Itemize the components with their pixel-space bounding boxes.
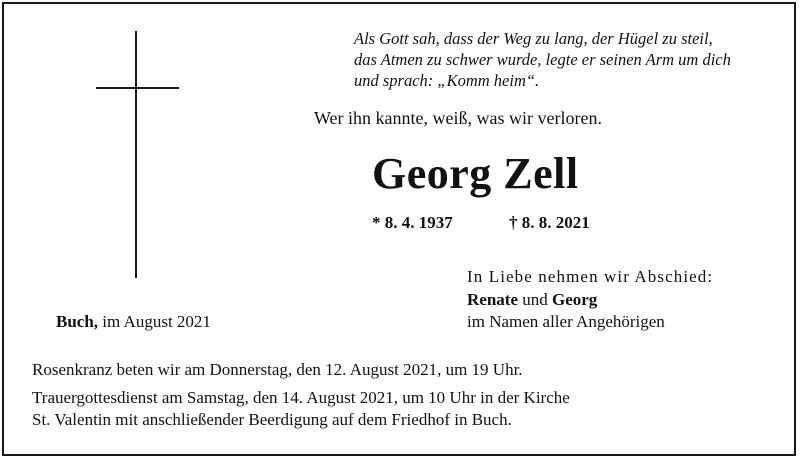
- obituary-notice: [2, 2, 796, 456]
- mourners: [467, 289, 713, 312]
- farewell-title: In Liebe nehmen wir Abschied:: [467, 267, 714, 286]
- cross-vertical-bar: [135, 31, 137, 278]
- poem-line: und sprach: „Komm heim“.: [354, 71, 540, 90]
- poem-line: Als Gott sah, dass der Weg zu lang, der Hügel zu steil,: [354, 29, 713, 48]
- poem: [354, 28, 794, 91]
- funeral-info-line: Trauergottesdienst am Samstag, den 14. August 2021, um 10 Uhr in der Kirche: [32, 387, 570, 407]
- family-line: im Namen aller Angehörigen: [467, 312, 665, 331]
- cross-horizontal-bar: [96, 87, 179, 89]
- deceased-name: Georg Zell: [372, 149, 579, 198]
- life-dates: [372, 213, 590, 233]
- motto: Wer ihn kannte, weiß, was wir verloren.: [314, 108, 602, 128]
- farewell-block: [467, 266, 713, 334]
- service-info: [32, 359, 570, 432]
- place-town: Buch,: [56, 312, 99, 331]
- place-month: im August 2021: [102, 312, 211, 331]
- rosary-info: Rosenkranz beten wir am Donnerstag, den 12. August 2021, um 19 Uhr.: [32, 360, 523, 379]
- place-date: [56, 312, 211, 332]
- mourner-name: Renate: [467, 289, 518, 309]
- birth-date: * 8. 4. 1937: [372, 213, 453, 232]
- mourner-connector: und: [522, 289, 548, 309]
- death-date: † 8. 8. 2021: [509, 213, 590, 232]
- funeral-info-line: St. Valentin mit anschließender Beerdigung auf dem Friedhof in Buch.: [32, 410, 512, 429]
- poem-line: das Atmen zu schwer wurde, legte er seinen Arm um dich: [354, 50, 731, 69]
- mourner-name: Georg: [551, 289, 598, 309]
